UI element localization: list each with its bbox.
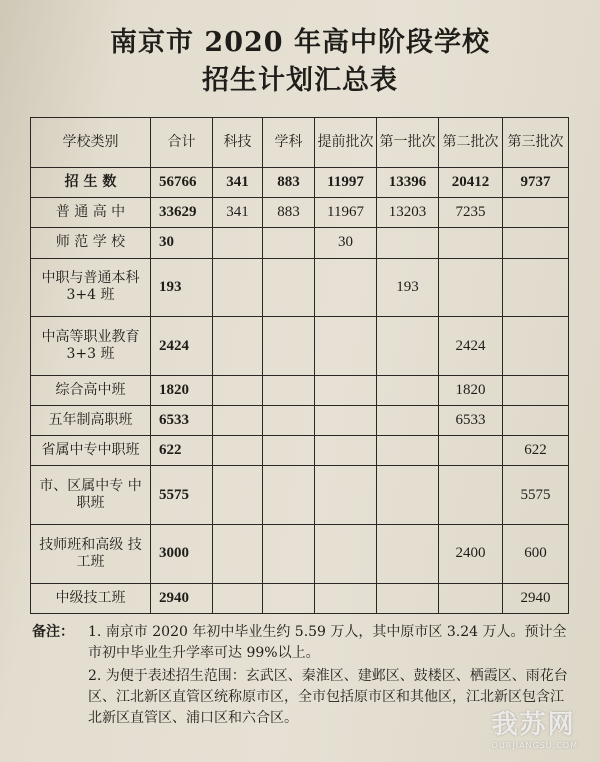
cell-di1 (377, 406, 439, 436)
table-row (31, 168, 569, 198)
cell-di2: 2424 (439, 317, 503, 376)
watermark-text: 我苏网 (491, 710, 576, 740)
cell-di3: 5575 (503, 466, 569, 525)
table-title-line2: 招生计划汇总表 (202, 65, 398, 96)
cell-keji (213, 436, 263, 466)
row-label: 技师班和高级 技工班 (31, 525, 151, 584)
cell-di2 (439, 258, 503, 317)
cell-keji (213, 583, 263, 613)
cell-total: 33629 (151, 198, 213, 228)
cell-xueke (263, 583, 315, 613)
cell-keji (213, 375, 263, 405)
cell-xueke (263, 228, 315, 258)
cell-keji: 341 (213, 168, 263, 198)
cell-total: 1820 (151, 375, 213, 405)
cell-total: 56766 (151, 168, 213, 198)
cell-keji (213, 317, 263, 376)
watermark-logo (492, 704, 578, 750)
row-label: 中高等职业教育 3+3 班 (31, 317, 151, 376)
cell-xueke (263, 317, 315, 376)
cell-xueke (263, 466, 315, 525)
header-tiqian: 提前批次 (315, 118, 377, 168)
cell-keji (213, 525, 263, 584)
cell-xueke (263, 406, 315, 436)
cell-di1 (377, 525, 439, 584)
cell-di3 (503, 258, 569, 317)
cell-di1 (377, 466, 439, 525)
cell-di1 (377, 375, 439, 405)
row-label: 五年制高职班 (31, 406, 151, 436)
cell-keji: 341 (213, 198, 263, 228)
cell-tiqian: 30 (315, 228, 377, 258)
row-label: 师 范 学 校 (31, 228, 151, 258)
row-label: 省属中专中职班 (31, 436, 151, 466)
note-item (32, 622, 577, 664)
table-row (31, 525, 569, 584)
cell-tiqian (315, 436, 377, 466)
note-text: 1. 南京市 2020 年初中毕业生约 5.59 万人，其中原市区 3.24 万人。预计全市初中毕业生升学率可达 99%以上。 (88, 624, 567, 661)
header-xueke: 学科 (263, 118, 315, 168)
cell-total: 30 (151, 228, 213, 258)
table-row (31, 228, 569, 258)
table-title-line1: 南京市 2020 年高中阶段学校 (110, 27, 490, 58)
header-di3: 第三批次 (503, 118, 569, 168)
cell-tiqian: 11997 (315, 168, 377, 198)
cell-di2 (439, 466, 503, 525)
cell-di3: 9737 (503, 168, 569, 198)
cell-di1: 193 (377, 258, 439, 317)
cell-tiqian (315, 317, 377, 376)
cell-di2: 2400 (439, 525, 503, 584)
cell-xueke (263, 375, 315, 405)
cell-di3 (503, 198, 569, 228)
table-row (31, 375, 569, 405)
cell-di2: 1820 (439, 375, 503, 405)
enrollment-plan-table (30, 117, 569, 614)
row-label: 中职与普通本科 3+4 班 (31, 258, 151, 317)
cell-di3 (503, 375, 569, 405)
cell-di1 (377, 583, 439, 613)
table-row (31, 258, 569, 317)
cell-total: 3000 (151, 525, 213, 584)
cell-tiqian (315, 406, 377, 436)
row-label: 中级技工班 (31, 583, 151, 613)
cell-keji (213, 228, 263, 258)
table-row (31, 198, 569, 228)
row-label: 招 生 数 (31, 168, 151, 198)
table-row (31, 583, 569, 613)
cell-di2: 20412 (439, 168, 503, 198)
cell-di2 (439, 228, 503, 258)
cell-tiqian: 11967 (315, 198, 377, 228)
cell-xueke (263, 258, 315, 317)
notes-head: 备注： (32, 624, 74, 640)
cell-di3 (503, 406, 569, 436)
cell-keji (213, 258, 263, 317)
cell-di3: 2940 (503, 583, 569, 613)
cell-di2: 6533 (439, 406, 503, 436)
cell-di1 (377, 228, 439, 258)
cell-total: 5575 (151, 466, 213, 525)
cell-di2 (439, 436, 503, 466)
cell-xueke (263, 525, 315, 584)
cell-total: 622 (151, 436, 213, 466)
cell-tiqian (315, 258, 377, 317)
cell-tiqian (315, 525, 377, 584)
cell-total: 2424 (151, 317, 213, 376)
cell-di1 (377, 317, 439, 376)
cell-xueke: 883 (263, 198, 315, 228)
header-di2: 第二批次 (439, 118, 503, 168)
header-row (31, 118, 569, 168)
table-row (31, 317, 569, 376)
cell-tiqian (315, 466, 377, 525)
table-row (31, 436, 569, 466)
watermark-sub: OURJIANGSU.COM (491, 741, 578, 750)
cell-di3: 600 (503, 525, 569, 584)
row-label: 综合高中班 (31, 375, 151, 405)
cell-tiqian (315, 375, 377, 405)
cell-keji (213, 406, 263, 436)
cell-total: 193 (151, 258, 213, 317)
cell-di3 (503, 228, 569, 258)
header-keji: 科技 (213, 118, 263, 168)
cell-di2 (439, 583, 503, 613)
cell-di2: 7235 (439, 198, 503, 228)
header-total: 合计 (151, 118, 213, 168)
row-label: 市、区属中专 中职班 (31, 466, 151, 525)
cell-xueke: 883 (263, 168, 315, 198)
cell-total: 2940 (151, 583, 213, 613)
cell-di3: 622 (503, 436, 569, 466)
header-di1: 第一批次 (377, 118, 439, 168)
cell-tiqian (315, 583, 377, 613)
cell-di3 (503, 317, 569, 376)
note-text: 2. 为便于表述招生范围：玄武区、秦淮区、建邺区、鼓楼区、栖霞区、雨花台区、江北新区直管区统称原市区，全市包括原市区和其他区，江北新区包含江北新区直管区、浦口区和六合区。 (88, 668, 568, 726)
cell-di1: 13203 (377, 198, 439, 228)
cell-keji (213, 466, 263, 525)
header-school-type: 学校类别 (31, 118, 151, 168)
row-label: 普 通 高 中 (31, 198, 151, 228)
table-row (31, 466, 569, 525)
cell-total: 6533 (151, 406, 213, 436)
table-row (31, 406, 569, 436)
cell-di1 (377, 436, 439, 466)
cell-di1: 13396 (377, 168, 439, 198)
cell-xueke (263, 436, 315, 466)
